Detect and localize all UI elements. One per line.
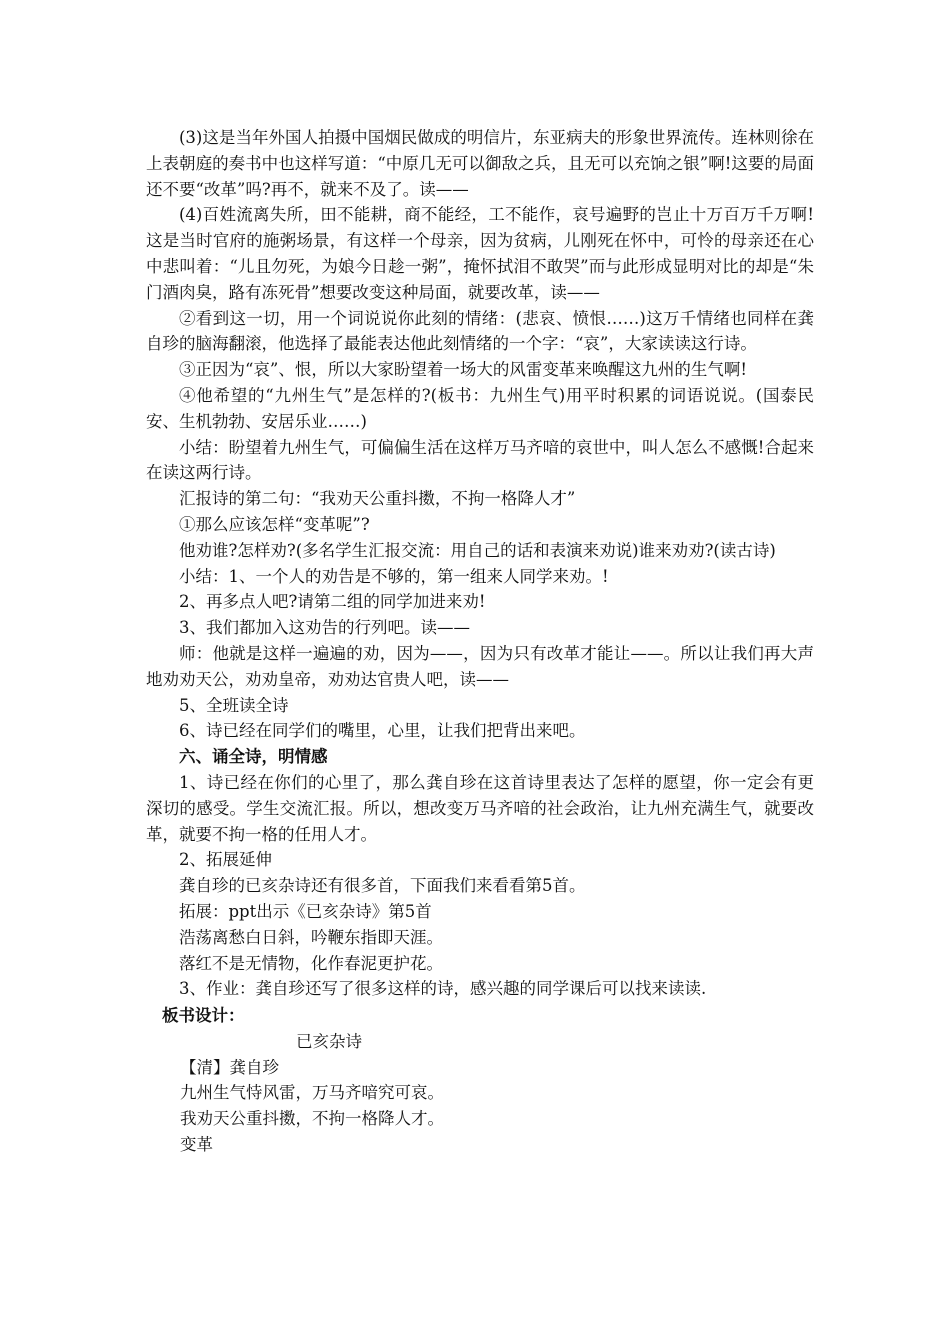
paragraph-join: 3、我们都加入这劝告的行列吧。读—— <box>179 618 470 638</box>
paragraph-jiuzhou: ④他希望的“九州生气”是怎样的?(板书：九州生气)用平时积累的词语说说。(国泰民安、生机勃勃、安居乐业……) <box>146 385 814 431</box>
paragraph-3-postcard: (3)这是当年外国人拍摄中国烟民做成的明信片，东亚病夫的形象世界流传。连林则徐在上表朝庭的奏书中也这样写道：“中原几无可以御敌之兵，且无可以充饷之银”啊!这要的局面还不要“改革”吗?再不，就来不及了。读—— <box>146 128 814 199</box>
section-6-paragraph-4: 拓展：ppt出示《已亥杂诗》第5首 <box>179 901 432 921</box>
section-6-homework: 3、作业：龚自珍还写了很多这样的诗，感兴趣的同学课后可以找来读读. <box>179 979 707 999</box>
poem-5-line-1: 浩荡离愁白日斜，吟鞭东指即天涯。 <box>179 927 443 947</box>
board-design-title: 板书设计： <box>162 1006 245 1026</box>
paragraph-recite: 6、诗已经在同学们的嘴里，心里，让我们把背出来吧。 <box>179 721 586 741</box>
paragraph-emotion: ②看到这一切，用一个词说说你此刻的情绪：(悲哀、愤恨……)这万千情绪也同样在龚自珍的脑海翻滚，他选择了最能表达他此刻情绪的一个字：“哀”，大家读读这行诗。 <box>146 308 814 354</box>
section-6-paragraph-3: 龚自珍的已亥杂诗还有很多首，下面我们来看看第5首。 <box>179 876 586 896</box>
paragraph-summary-1: 小结：盼望着九州生气，可偏偏生活在这样万马齐喑的哀世中，叫人怎么不感慨!合起来在读这两行诗。 <box>146 437 814 483</box>
document-page <box>146 125 814 1158</box>
paragraph-summary-2: 小结：1、一个人的劝告是不够的，第一组来人同学来劝。! <box>179 566 609 586</box>
paragraph-teacher: 师：他就是这样一遍遍的劝，因为——，因为只有改革才能让——。所以让我们再大声地劝劝天公，劝劝皇帝，劝劝达官贵人吧，读—— <box>146 643 814 689</box>
paragraph-persuade: 他劝谁?怎样劝?(多名学生汇报交流：用自己的话和表演来劝说)谁来劝劝?(读古诗) <box>179 540 776 560</box>
board-author: 【清】龚自珍 <box>180 1057 279 1077</box>
board-keyword: 变革 <box>180 1135 213 1155</box>
section-6-paragraph-1: 1、诗已经在你们的心里了，那么龚自珍在这首诗里表达了怎样的愿望，你一定会有更深切的感受。学生交流汇报。所以，想改变万马齐喑的社会政治，让九州充满生气，就要改革，就要不拘一格的任用人才。 <box>146 772 814 844</box>
poem-5-line-2: 落红不是无情物，化作春泥更护花。 <box>179 953 443 973</box>
paragraph-whole-class: 5、全班读全诗 <box>179 695 289 715</box>
board-poem-line-1: 九州生气恃风雷，万马齐喑究可哀。 <box>180 1083 444 1103</box>
paragraph-4-people: (4)百姓流离失所，田不能耕，商不能经，工不能作，哀号遍野的岂止十万百万千万啊!这是当时官府的施粥场景，有这样一个母亲，因为贫病，儿刚死在怀中，可怜的母亲还在心中悲叫着：“儿且勿死，为娘今日趁一粥”，掩怀拭泪不敢哭”而与此形成显明对比的却是“朱门酒肉臭，路有冻死骨”想要改变这种局面，就要改革，读—— <box>146 205 814 302</box>
paragraph-hope: ③正因为“哀”、恨，所以大家盼望着一场大的风雷变革来唤醒这九州的生气啊! <box>179 360 748 380</box>
paragraph-how-reform: ①那么应该怎样“变革呢”? <box>179 514 370 534</box>
section-6-paragraph-2: 2、拓展延伸 <box>179 850 272 870</box>
board-poem-line-2: 我劝天公重抖擞，不拘一格降人才。 <box>180 1109 444 1129</box>
section-6-heading: 六、诵全诗，明情感 <box>179 747 328 767</box>
board-poem-title: 已亥杂诗 <box>296 1031 362 1051</box>
paragraph-report-line2: 汇报诗的第二句：“我劝天公重抖擞，不拘一格降人才” <box>179 489 576 509</box>
paragraph-more-people: 2、再多点人吧?请第二组的同学加进来劝! <box>179 592 486 612</box>
